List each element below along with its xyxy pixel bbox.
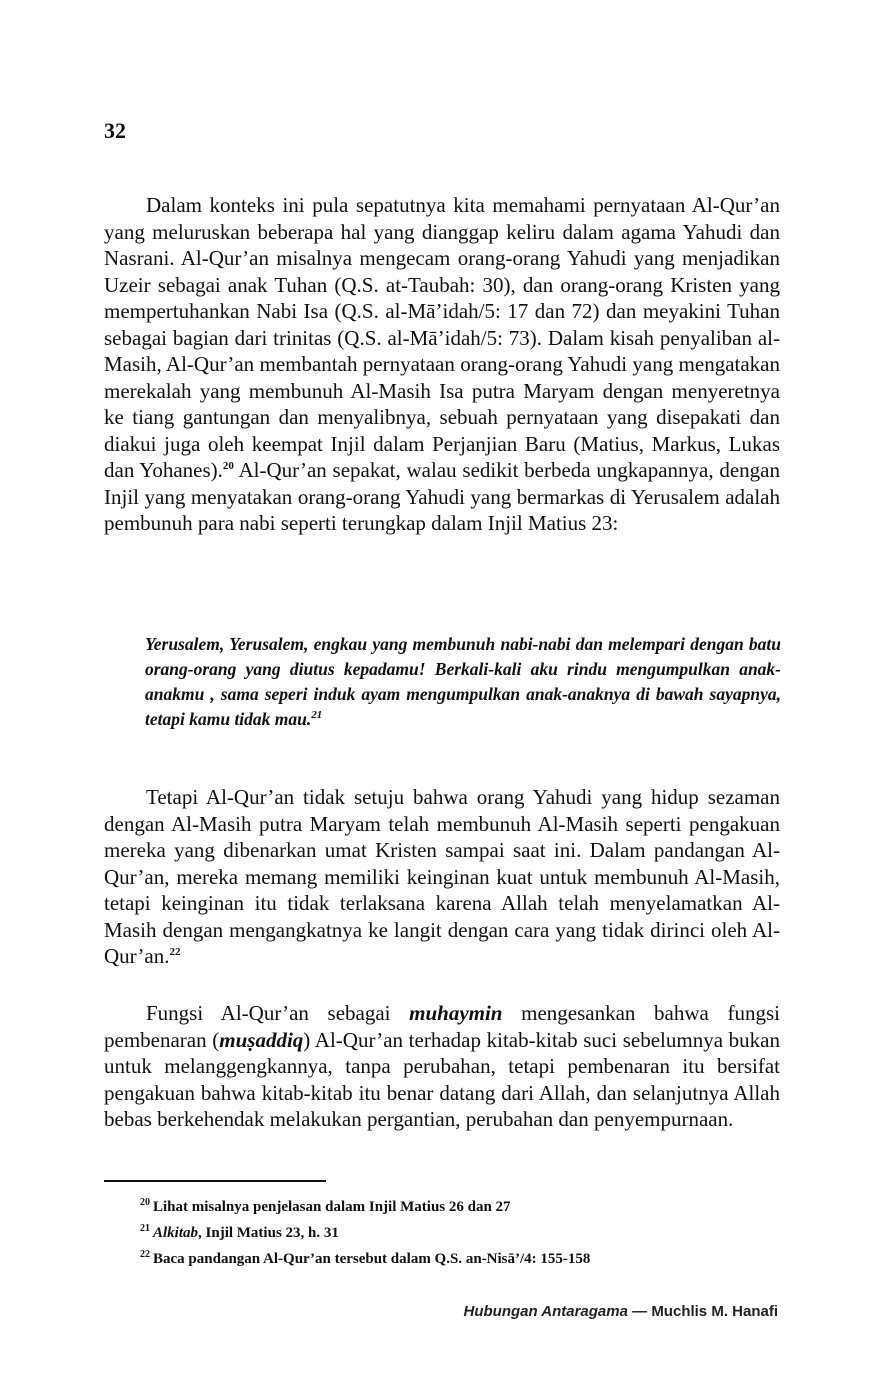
paragraph-3 xyxy=(104,1000,780,1133)
footnote-divider xyxy=(104,1180,326,1182)
footnote-text: , Injil Matius 23, h. 31 xyxy=(198,1225,339,1241)
term-muhaymin: muhaymin xyxy=(409,1001,503,1025)
footnote-21 xyxy=(140,1220,780,1246)
paragraph-2 xyxy=(104,784,780,970)
paragraph-1 xyxy=(104,192,780,537)
page-number: 32 xyxy=(104,118,126,143)
term-musaddiq: muṣaddiq xyxy=(219,1027,304,1052)
footnote-text: Lihat misalnya penjelasan dalam Injil Matius 26 dan 27 xyxy=(153,1199,511,1215)
footer-separator: — xyxy=(627,1303,652,1320)
footnote-mark: 21 xyxy=(140,1223,150,1234)
footnote-ref-21: 21 xyxy=(311,709,323,722)
paragraph-1-text-a: Dalam konteks ini pula sepatutnya kita memahami pernyataan Al-Qur’an yang meluruskan beberapa hal yang dianggap keliru dalam agama Yahudi dan Nasrani. Al-Qur’an misalnya mengecam orang-orang Yahudi yang menjadikan Uzeir sebagai anak Tuhan (Q.S. at-Taubah: 30), dan orang-orang Kristen yang mempertuhankan Nabi Isa (Q.S. al-Mā’idah/5: 17 dan 72) dan meyakini Tuhan sebagai bagian dari trinitas (Q.S. al-Mā’idah/5: 73). Dalam kisah penyaliban al-Masih, Al-Qur’an membantah pernyataan orang-orang Yahudi yang mengatakan merekalah yang membunuh Al-Masih Isa putra Maryam dengan menyeretnya ke tiang gantungan dan menyalibnya, sebuah pernyataan yang disepakati dan diakui juga oleh keempat Injil dalam Perjanjian Baru (Matius, Markus, Lukas dan Yohanes). xyxy=(104,193,780,482)
footnote-title: Alkitab xyxy=(153,1225,199,1241)
block-quote xyxy=(145,632,781,732)
paragraph-2-text: Tetapi Al-Qur’an tidak setuju bahwa orang Yahudi yang hidup sezaman dengan Al-Masih putra Maryam telah membunuh Al-Masih seperti pengakuan mereka yang dibenarkan umat Kristen sampai saat ini. Dalam pandangan Al-Qur’an, mereka memang memiliki keinginan kuat untuk membunuh Al-Masih, tetapi keinginan itu tidak terlaksana karena Allah telah menyelamatkan Al-Masih dengan mengangkatnya ke langit dengan cara yang tidak dirinci oleh Al-Qur’an. xyxy=(104,785,780,968)
footnote-mark: 22 xyxy=(140,1249,150,1260)
footer-book-title: Hubungan Antaragama xyxy=(463,1303,628,1320)
footnote-text: Baca pandangan Al-Qur’an tersebut dalam Q.S. an-Nisā’/4: 155-158 xyxy=(153,1251,591,1267)
footnote-ref-20: 20 xyxy=(222,460,234,472)
footnotes xyxy=(140,1194,780,1272)
footer-author: Muchlis M. Hanafi xyxy=(651,1303,778,1320)
running-footer xyxy=(464,1303,779,1320)
footnote-ref-22: 22 xyxy=(169,946,181,958)
paragraph-3-text-c: ) Al-Qur’an terhadap kitab-kitab suci sebelumnya bukan untuk melanggengkannya, tanpa perubahan, tetapi pembenaran itu bersifat pengakuan bahwa kitab-kitab itu benar datang dari Allah, dan selanjutnya Allah bebas berkehendak melakukan pergantian, perubahan dan penyempurnaan. xyxy=(104,1027,781,1131)
footnote-mark: 20 xyxy=(140,1197,150,1208)
paragraph-3-text-a: Fungsi Al-Qur’an sebagai xyxy=(146,1001,410,1025)
block-quote-text: Yerusalem, Yerusalem, engkau yang membunuh nabi-nabi dan melempari dengan batu orang-orang yang diutus kepadamu! Berkali-kali aku rindu mengumpulkan anak-anakmu , sama seperi induk ayam mengumpulkan anak-anaknya di bawah sayapnya, tetapi kamu tidak mau. xyxy=(145,634,781,729)
footnote-22 xyxy=(140,1246,780,1272)
footnote-20 xyxy=(140,1194,780,1220)
paragraph-3-text-b: mengesankan bahwa fungsi pembenaran ( xyxy=(104,1001,780,1052)
paragraph-1-text-b: Al-Qur’an sepakat, walau sedikit berbeda ungkapannya, dengan Injil yang menyatakan orang-orang Yahudi yang bermarkas di Yerusalem adalah pembunuh para nabi seperti terungkap dalam Injil Matius 23: xyxy=(104,458,780,535)
